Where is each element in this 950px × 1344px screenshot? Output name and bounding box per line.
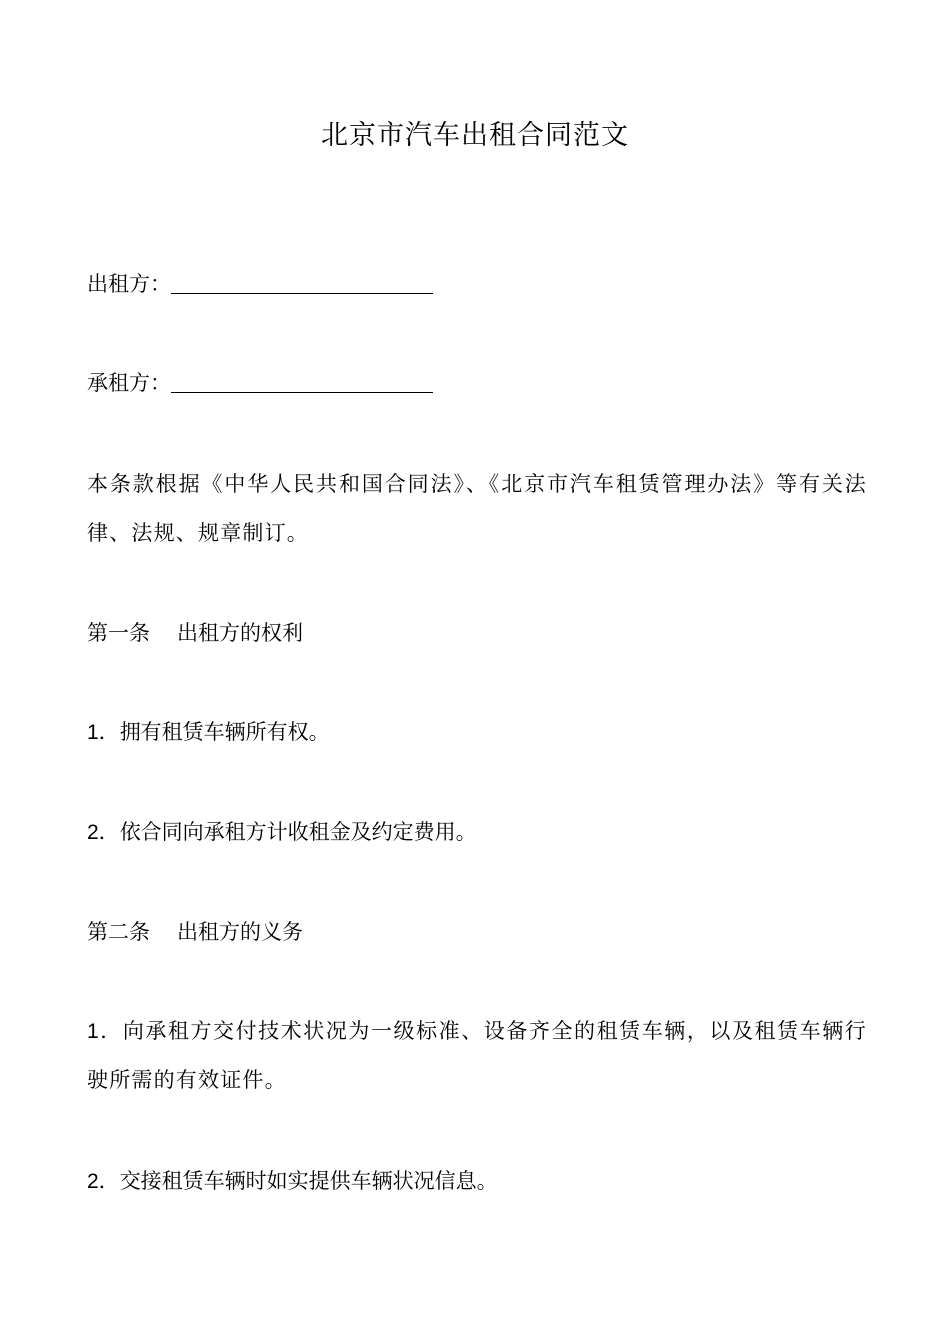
article-1-title: 出租方的权利: [177, 621, 303, 645]
lessor-line: [87, 260, 867, 309]
article-2-number: 第二条: [87, 920, 150, 944]
article-2-item-2: [87, 1157, 867, 1206]
lessor-blank: [171, 271, 433, 294]
article-2-heading: [87, 908, 867, 957]
document-title: 北京市汽车出租合同范文: [321, 120, 629, 151]
item-number: 2．: [87, 1170, 120, 1193]
article-2-item-1: [87, 1007, 867, 1105]
lessee-blank: [171, 370, 433, 393]
article-1-heading: [87, 609, 867, 658]
article-1-item-1: [87, 708, 867, 757]
item-number: 2．: [87, 821, 120, 844]
item-text: 依合同向承租方计收租金及约定费用。: [119, 820, 477, 844]
article-2-title: 出租方的义务: [177, 920, 303, 944]
item-text: 拥有租赁车辆所有权。: [119, 720, 330, 744]
item-number: 1．: [87, 721, 120, 744]
lessee-label: 承租方：: [87, 371, 171, 395]
intro-paragraph: 本条款根据《中华人民共和国合同法》、《北京市汽车租赁管理办法》等有关法律、法规、规章制订。: [87, 472, 867, 545]
article-1-number: 第一条: [87, 621, 150, 645]
article-1-item-2: [87, 808, 867, 857]
lessor-label: 出租方：: [87, 272, 171, 296]
item-number: 1．: [87, 1020, 123, 1043]
item-text: 向承租方交付技术状况为一级标准、设备齐全的租赁车辆，以及租赁车辆行驶所需的有效证件。: [87, 1019, 867, 1092]
item-text: 交接租赁车辆时如实提供车辆状况信息。: [119, 1169, 498, 1193]
lessee-line: [87, 359, 867, 408]
